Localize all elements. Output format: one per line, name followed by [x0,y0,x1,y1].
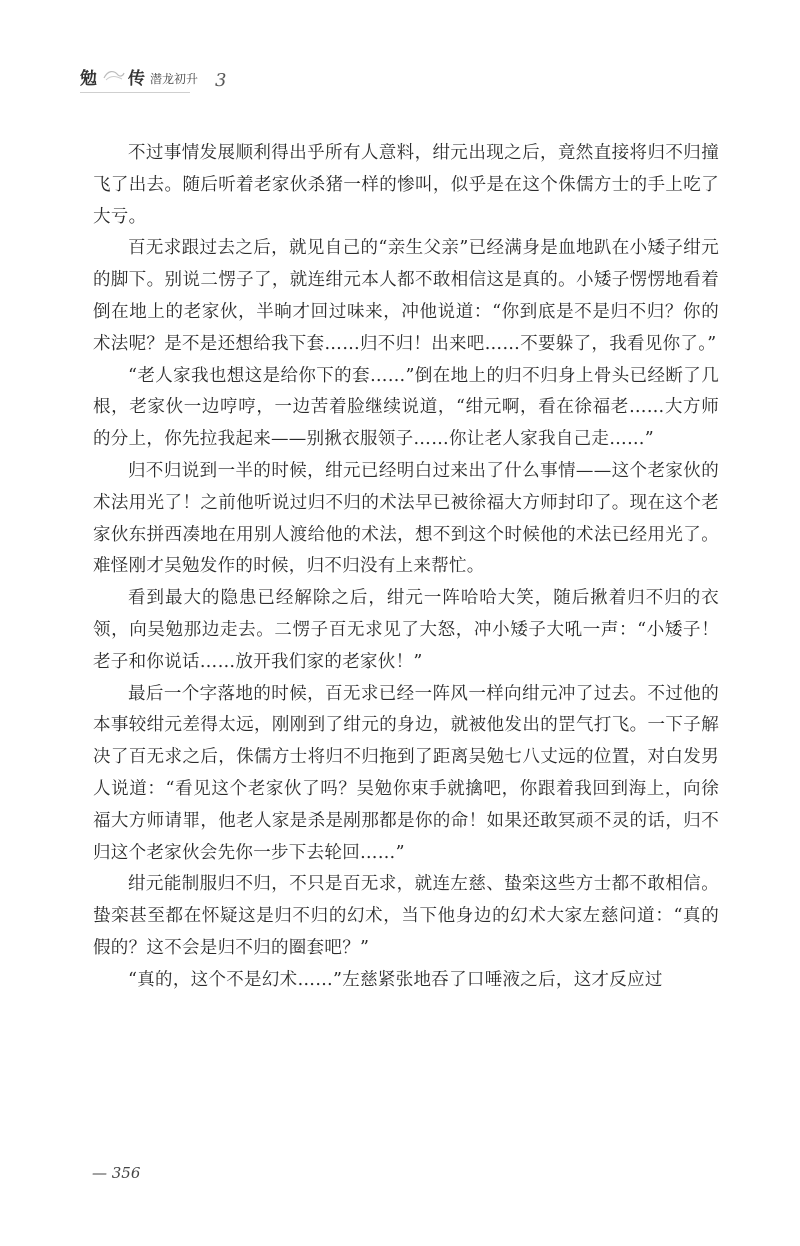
paragraph: 不过事情发展顺利得出乎所有人意料，绀元出现之后，竟然直接将归不归撞飞了出去。随后听着老家伙杀猪一样的惨叫，似乎是在这个侏儒方士的手上吃了大亏。 [93,143,719,227]
header-divider [80,92,190,93]
paragraph: 归不归说到一半的时候，绀元已经明白过来出了什么事情——这个老家伙的术法用光了！之前他听说过归不归的术法早已被徐福大方师封印了。现在这个老家伙东拼西凑地在用别人渡给他的术法，想不到这个时候他的术法已经用光了。难怪刚才吴勉发作的时候，归不归没有上来帮忙。 [93,460,719,577]
paragraph: 绀元能制服归不归，不只是百无求，就连左慈、蛰栾这些方士都不敢相信。蛰栾甚至都在怀疑这是归不归的幻术，当下他身边的幻术大家左慈问道：“真的假的？这不会是归不归的圈套吧？” [93,874,719,958]
header-volume-number: 3 [215,70,227,91]
body-text [93,138,719,997]
paragraph: “真的，这个不是幻术……”左慈紧张地吞了口唾液之后，这才反应过 [128,969,663,990]
header-ornament-icon [102,66,126,82]
header-subtitle: 潜龙初升 [150,72,199,86]
header-title-char-2: 传 [128,69,145,89]
paragraph: 看到最大的隐患已经解除之后，绀元一阵哈哈大笑，随后揪着归不归的衣领，向吴勉那边走去。二愣子百无求见了大怒，冲小矮子大吼一声：“小矮子！老子和你说话……放开我们家的老家伙！” [93,588,719,672]
paragraph: 百无求跟过去之后，就见自己的“亲生父亲”已经满身是血地趴在小矮子绀元的脚下。别说二愣子了，就连绀元本人都不敢相信这是真的。小矮子愣愣地看着倒在地上的老家伙，半晌才回过味来，冲他说道：“你到底是不是归不归？你的术法呢？是不是还想给我下套……归不归！出来吧……不要躲了，我看见你了。” [93,238,719,354]
paragraph: 最后一个字落地的时候，百无求已经一阵风一样向绀元冲了过去。不过他的本事较绀元差得太远，刚刚到了绀元的身边，就被他发出的罡气打飞。一下子解决了百无求之后，侏儒方士将归不归拖到了距离吴勉七八丈远的位置，对白发男人说道：“看见这个老家伙了吗？吴勉你束手就擒吧，你跟着我回到海上，向徐福大方师请罪，他老人家是杀是剐那都是你的命！如果还敢冥顽不灵的话，归不归这个老家伙会先你一步下去轮回……” [93,683,719,863]
page-number: — 356 [92,1164,141,1182]
header-title-char-1: 勉 [80,69,97,89]
paragraph: “老人家我也想这是给你下的套……”倒在地上的归不归身上骨头已经断了几根，老家伙一边哼哼，一边苦着脸继续说道，“绀元啊，看在徐福老……大方师的分上，你先拉我起来——别揪衣服领子……你让老人家我自己走……” [93,365,719,450]
